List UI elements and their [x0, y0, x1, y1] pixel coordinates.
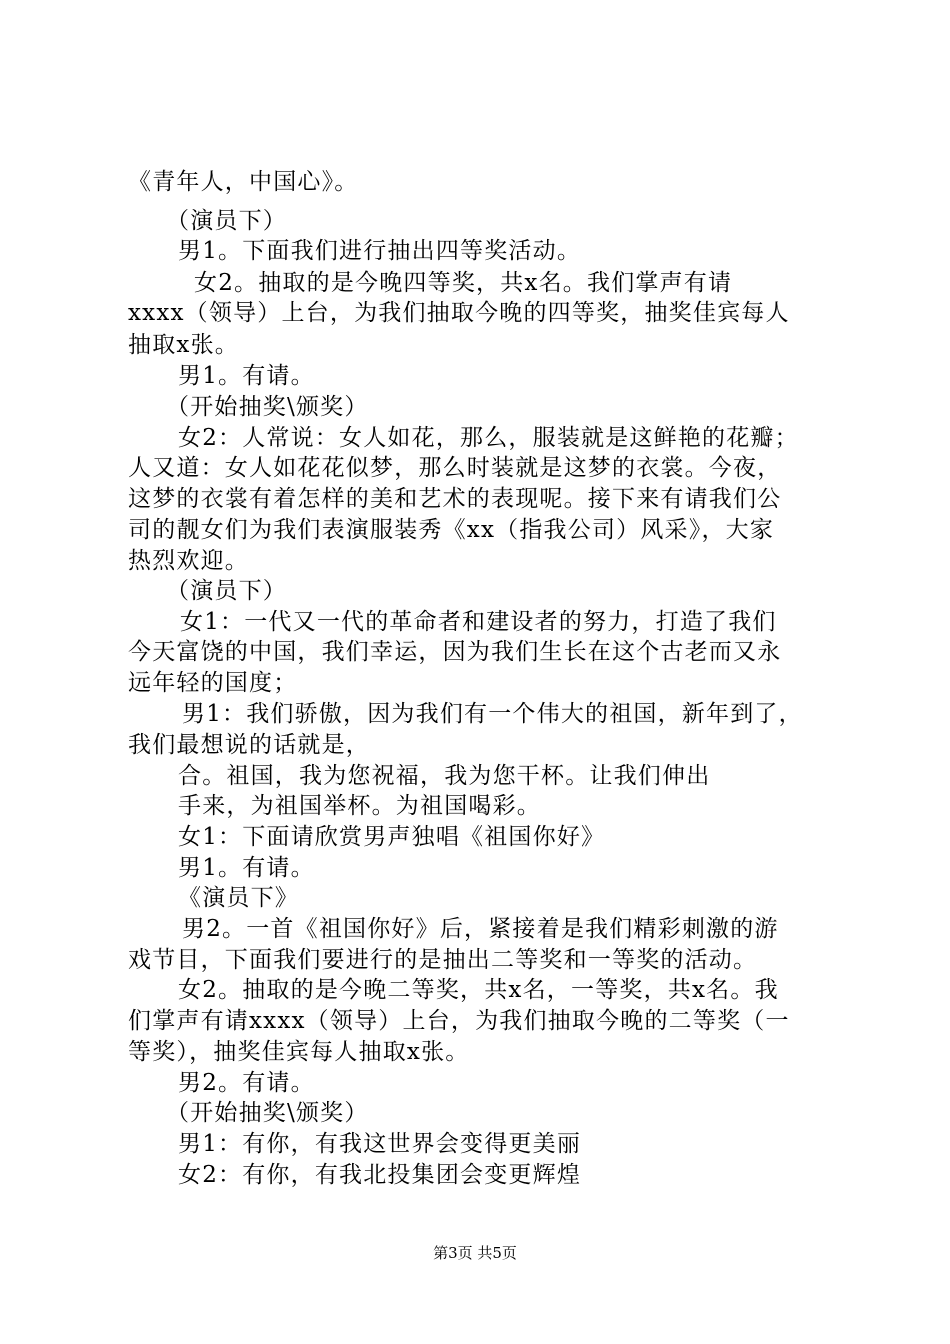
text-line: 女2。抽取的是今晚二等奖，共x名，一等奖，共x名。我: [178, 977, 779, 1003]
text-line: 我们最想说的话就是，: [128, 732, 370, 758]
text-line: 男1：我们骄傲，因为我们有一个伟大的祖国，新年到了，: [182, 701, 803, 727]
text-line: （演员下）: [166, 578, 287, 604]
text-line: xxxx（领导）上台，为我们抽取今晚的四等奖，抽奖佳宾每人: [128, 300, 790, 326]
text-line: 女2：人常说：女人如花，那么，服装就是这鲜艳的花瓣；: [178, 425, 799, 451]
text-line: （开始抽奖\颁奖）: [166, 394, 369, 420]
text-line: 抽取x张。: [128, 332, 239, 358]
text-line: 远年轻的国度；: [128, 670, 298, 696]
text-line: 《青年人，中国心》。: [128, 169, 359, 195]
text-line: 男2。有请。: [178, 1070, 315, 1096]
text-line: 男1。下面我们进行抽出四等奖活动。: [178, 238, 582, 264]
text-line: 男1。有请。: [178, 855, 315, 881]
text-line: 男2。一首《祖国你好》后，紧接着是我们精彩刺激的游: [182, 916, 779, 942]
text-line: 女2：有你，有我北投集团会变更辉煌: [178, 1162, 582, 1188]
text-line: 《演员下》: [178, 885, 299, 911]
page-footer: 第3页 共5页: [433, 1244, 517, 1262]
text-line: 这梦的衣裳有着怎样的美和艺术的表现呢。接下来有请我们公: [128, 486, 782, 512]
text-line: 女1：一代又一代的革命者和建设者的努力，打造了我们: [180, 609, 777, 635]
text-line: 戏节目，下面我们要进行的是抽出二等奖和一等奖的活动。: [128, 947, 758, 973]
text-line: 人又道：女人如花花似梦，那么时装就是这梦的衣裳。今夜，: [128, 455, 782, 481]
text-line: 女1：下面请欣赏男声独唱《祖国你好》: [178, 824, 606, 850]
text-line: 男1：有你，有我这世界会变得更美丽: [178, 1131, 582, 1157]
text-line: 手来，为祖国举杯。为祖国喝彩。: [178, 793, 541, 819]
text-line: 女2。抽取的是今晚四等奖，共x名。我们掌声有请: [194, 270, 733, 296]
text-line: （演员下）: [166, 208, 287, 234]
text-line: 们掌声有请xxxx（领导）上台，为我们抽取今晚的二等奖（一: [128, 1008, 790, 1034]
text-line: 等奖），抽奖佳宾每人抽取x张。: [128, 1039, 470, 1065]
text-line: （开始抽奖\颁奖）: [166, 1100, 369, 1126]
text-line: 合。祖国，我为您祝福，我为您干杯。让我们伸出: [178, 763, 711, 789]
text-line: 热烈欢迎。: [128, 548, 249, 574]
text-line: 司的靓女们为我们表演服装秀《xx（指我公司）风采》，大家: [128, 517, 775, 543]
text-line: 男1。有请。: [178, 363, 315, 389]
text-line: 今天富饶的中国，我们幸运，因为我们生长在这个古老而又永: [128, 639, 782, 665]
